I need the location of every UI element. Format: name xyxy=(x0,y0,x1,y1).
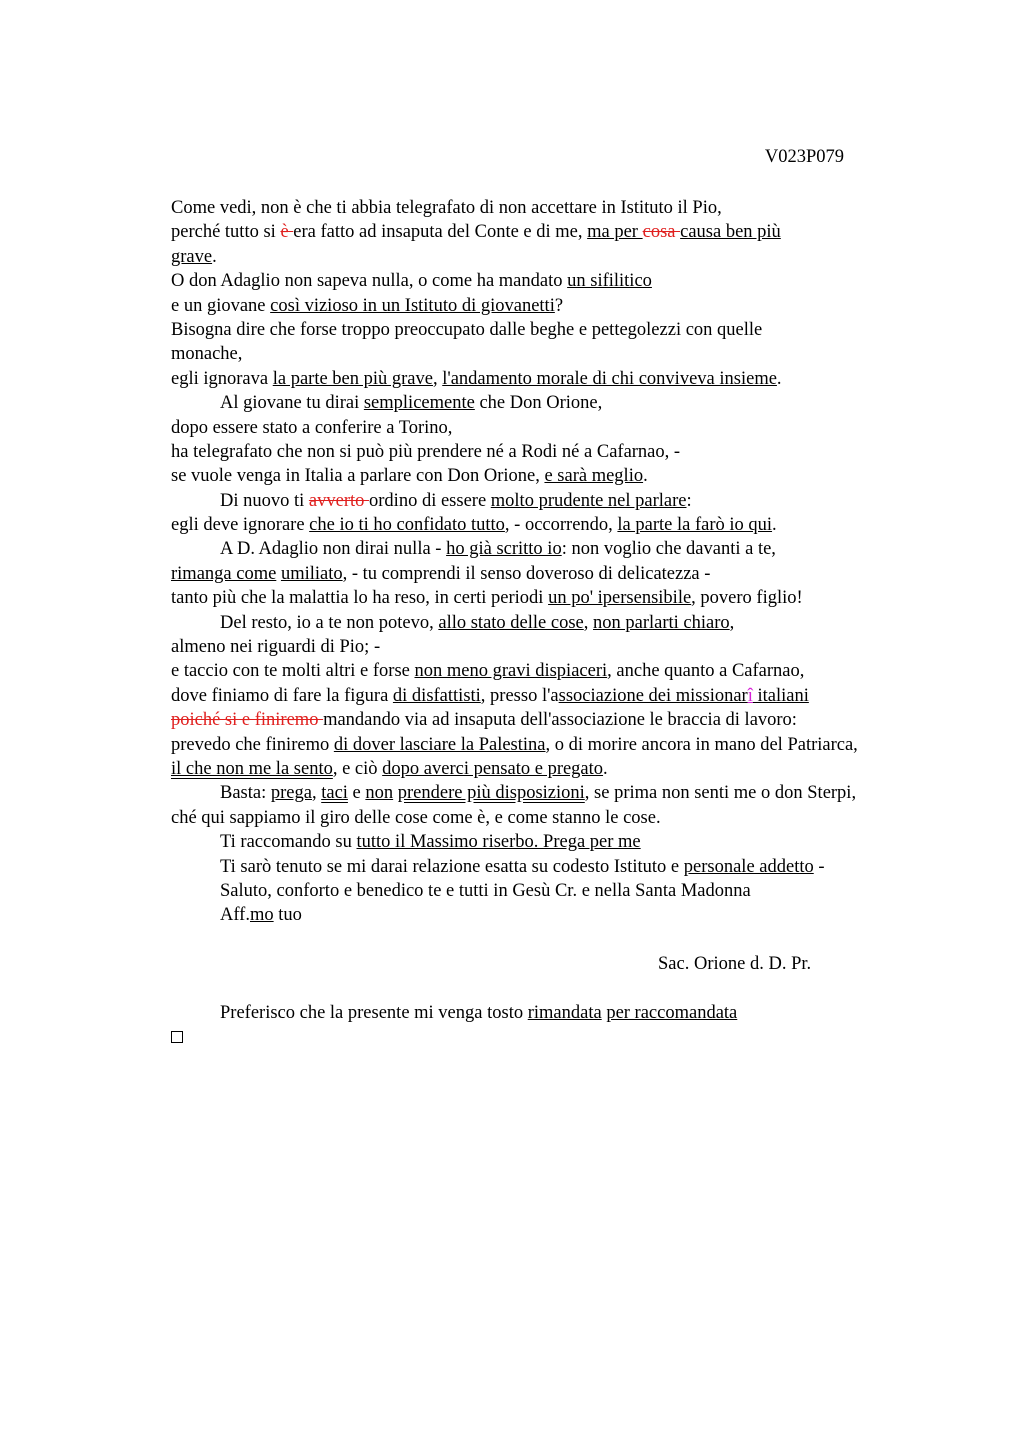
text-line xyxy=(171,635,971,659)
text-line xyxy=(171,586,971,610)
text-segment: il che non me la sento xyxy=(171,758,333,779)
text-line xyxy=(171,757,971,781)
text-segment: se vuole venga in Italia a parlare con Don Orione, xyxy=(171,466,545,487)
text-line xyxy=(171,781,971,805)
text-segment: Ti sarò tenuto se mi darai relazione esatta su codesto Istituto e xyxy=(220,856,684,877)
text-segment: per raccomandata xyxy=(606,1002,738,1023)
text-segment: Basta: xyxy=(220,783,271,804)
document-id: V023P079 xyxy=(764,147,844,167)
text-line xyxy=(171,196,971,220)
text-segment: rimandata xyxy=(527,1002,602,1023)
text-segment: monache, xyxy=(171,344,243,365)
text-segment: dopo essere stato a conferire a Torino, xyxy=(171,417,453,438)
text-line xyxy=(171,245,971,269)
text-segment: Aff. xyxy=(220,905,250,926)
text-segment: prevedo che finiremo xyxy=(171,734,334,755)
text-segment: umiliato xyxy=(280,563,343,584)
text-segment: semplicemente xyxy=(363,393,475,414)
text-segment: e xyxy=(347,783,366,804)
text-line xyxy=(171,879,971,903)
text-segment: molto prudente nel parlare xyxy=(490,490,687,511)
text-line xyxy=(171,903,971,927)
text-segment: non xyxy=(365,783,394,804)
text-line xyxy=(171,659,971,683)
text-segment: Sac. Orione d. D. Pr. xyxy=(658,954,812,975)
text-segment: l'andamento morale di chi conviveva insieme xyxy=(442,368,777,389)
text-segment: , - tu comprendi il senso doveroso di delicatezza - xyxy=(342,563,711,584)
text-segment: la parte la farò io qui xyxy=(617,515,773,536)
text-segment: . xyxy=(603,758,608,779)
text-segment: A D. Adaglio non dirai nulla - xyxy=(220,539,447,560)
text-segment: : non voglio che davanti a te, xyxy=(561,539,776,560)
text-segment: ho già scritto io xyxy=(446,539,562,560)
text-line xyxy=(171,464,971,488)
text-line xyxy=(171,342,971,366)
text-segment: , xyxy=(583,612,593,633)
text-segment: dopo averci pensato e pregato xyxy=(382,758,604,779)
text-segment: di disfattisti xyxy=(392,685,481,706)
text-segment: così vizioso in un Istituto di giovanetti xyxy=(270,295,555,316)
text-segment: , o di morire ancora in mano del Patriarca, xyxy=(545,734,858,755)
text-line xyxy=(171,562,971,586)
text-segment: O don Adaglio non sapeva nulla, o come ha mandato xyxy=(171,271,568,292)
text-line xyxy=(171,269,971,293)
text-segment: Saluto, conforto e benedico te e tutti in Gesù Cr. e nella Santa Madonna xyxy=(220,880,751,901)
text-segment: personale addetto xyxy=(683,856,814,877)
text-line xyxy=(171,855,971,879)
deleted-text: è xyxy=(280,222,294,243)
text-segment: Come vedi, non è che ti abbia telegrafato di non accettare in Istituto il Pio, xyxy=(171,198,722,218)
text-segment: tuo xyxy=(273,905,302,926)
text-segment: , e ciò xyxy=(332,758,383,779)
text-segment: egli deve ignorare xyxy=(171,515,310,536)
text-line xyxy=(171,611,971,635)
text-segment: , anche quanto a Cafarnao, xyxy=(607,661,805,682)
text-segment: di dover lasciare la Palestina xyxy=(333,734,546,755)
text-segment: non meno gravi dispiaceri xyxy=(414,661,608,682)
text-segment: che io ti ho confidato tutto xyxy=(309,515,505,536)
deleted-text: avverto xyxy=(308,490,370,511)
text-segment: ha telegrafato che non si può più prendere né a Rodi né a Cafarnao, - xyxy=(171,441,681,462)
text-segment: allo stato delle cose xyxy=(438,612,584,633)
text-segment: . xyxy=(776,368,782,389)
text-segment: - xyxy=(813,856,825,877)
text-segment: prega xyxy=(270,783,312,804)
text-line xyxy=(171,537,971,561)
inserted-char: î xyxy=(747,685,753,706)
text-segment: almeno nei riguardi di Pio; - xyxy=(171,637,381,658)
blank-line xyxy=(171,977,971,1001)
checkbox-line xyxy=(171,1025,971,1049)
text-segment: la parte ben più grave xyxy=(272,368,433,389)
text-segment: italiani xyxy=(752,685,809,706)
text-line xyxy=(171,684,971,708)
text-segment: perché tutto si xyxy=(171,222,281,243)
text-segment: , presso l'a xyxy=(480,685,559,706)
text-line xyxy=(171,318,971,342)
text-segment: causa ben più xyxy=(680,222,781,243)
text-line xyxy=(171,806,971,830)
postscript xyxy=(171,1001,971,1025)
text-segment: , povero figlio! xyxy=(691,588,803,609)
text-segment: ma per xyxy=(587,222,643,243)
text-segment: . xyxy=(643,466,648,487)
text-segment: . xyxy=(212,246,217,267)
text-line xyxy=(171,367,971,391)
text-segment: e un giovane xyxy=(171,295,271,316)
text-segment: , xyxy=(729,612,735,633)
text-segment: rimanga come xyxy=(171,563,277,584)
text-segment: un sifilitico xyxy=(567,271,652,292)
text-segment: . xyxy=(772,515,777,536)
signature xyxy=(171,952,971,976)
text-segment: Bisogna dire che forse troppo preoccupato dalle beghe e pettegolezzi con quelle xyxy=(171,319,763,340)
text-segment: Al giovane tu dirai xyxy=(220,393,364,414)
text-line xyxy=(171,513,971,537)
text-segment: tutto il Massimo riserbo. Prega per me xyxy=(356,832,641,853)
deleted-text: poiché si e finiremo xyxy=(171,710,324,731)
deleted-text: cosa xyxy=(642,222,681,243)
text-segment: , se prima non senti me o don Sterpi, xyxy=(584,783,857,804)
text-line xyxy=(171,830,971,854)
text-line xyxy=(171,440,971,464)
text-segment: , xyxy=(311,783,322,804)
text-segment: che Don Orione, xyxy=(474,393,603,414)
text-segment: mo xyxy=(249,905,274,926)
letter-body xyxy=(171,196,971,1050)
text-segment: un po' ipersensibile xyxy=(548,588,692,609)
text-segment: non parlarti chiaro xyxy=(593,612,730,633)
text-line xyxy=(171,708,971,732)
text-segment: Preferisco che la presente mi venga tosto xyxy=(220,1002,528,1023)
text-line xyxy=(171,220,971,244)
text-segment: : xyxy=(686,490,692,511)
text-segment: ché qui sappiamo il giro delle cose come è, e come stanno le cose. xyxy=(171,807,661,828)
text-segment: e taccio con te molti altri e forse xyxy=(171,661,415,682)
text-line xyxy=(171,489,971,513)
text-segment: Di nuovo ti xyxy=(220,490,309,511)
text-segment: ssociazione dei missionar xyxy=(558,685,748,706)
text-segment: grave xyxy=(171,246,213,267)
text-segment: prendere più disposizioni xyxy=(397,783,585,804)
blank-line xyxy=(171,928,971,952)
text-segment: Ti raccomando su xyxy=(220,832,357,853)
text-line xyxy=(171,416,971,440)
text-segment: egli ignorava xyxy=(171,368,273,389)
text-segment: , - occorrendo, xyxy=(504,515,618,536)
text-line xyxy=(171,294,971,318)
text-segment: taci xyxy=(321,783,348,804)
text-segment: era fatto ad insaputa del Conte e di me, xyxy=(293,222,588,243)
empty-box-glyph xyxy=(171,1031,183,1043)
text-segment: e sarà meglio xyxy=(544,466,644,487)
text-segment: , xyxy=(432,368,443,389)
text-line xyxy=(171,733,971,757)
text-segment: mandando via ad insaputa dell'associazione le braccia di lavoro: xyxy=(323,710,797,731)
text-segment: tanto più che la malattia lo ha reso, in certi periodi xyxy=(171,588,549,609)
text-line xyxy=(171,391,971,415)
text-segment: ? xyxy=(554,295,564,316)
text-segment: ordino di essere xyxy=(369,490,491,511)
text-segment: dove finiamo di fare la figura xyxy=(171,685,393,706)
text-segment: Del resto, io a te non potevo, xyxy=(220,612,439,633)
